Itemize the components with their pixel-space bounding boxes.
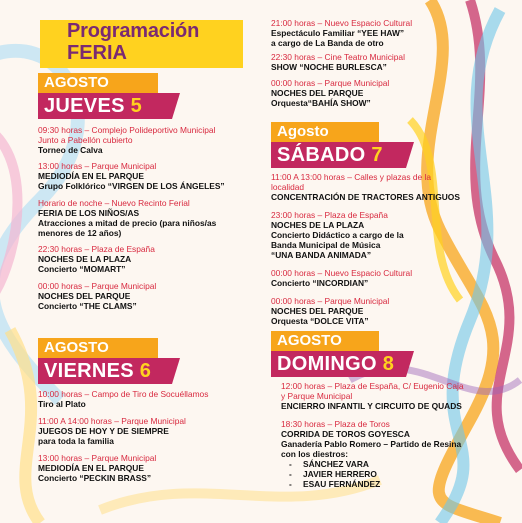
- page-subtitle: FERIA: [67, 42, 127, 64]
- event-item: 00:00 horas – Parque Municipal NOCHES DEL PARQUE Orquesta“BAHÍA SHOW”: [271, 78, 390, 108]
- month-label: Agosto: [271, 122, 379, 142]
- day-header-viernes: [38, 338, 172, 384]
- day-label: VIERNES 6: [38, 358, 172, 384]
- day-label: SÁBADO 7: [271, 142, 406, 168]
- event-item: 09:30 horas – Complejo Polideportivo Municipal Junto a Pabellón cubierto Torneo de Calva: [38, 125, 216, 155]
- list-item: - ESAU FERNÁNDEZ: [289, 479, 381, 489]
- event-item: 13:00 horas – Parque Municipal MEDIODÍA EN EL PARQUE Concierto “PECKIN BRASS”: [38, 453, 157, 483]
- event-item: 22:30 horas – Cine Teatro Municipal SHOW “NOCHE BURLESCA”: [271, 52, 405, 72]
- header-triangle: [406, 351, 414, 377]
- event-item: 18:30 horas – Plaza de Toros CORRIDA DE TOROS GOYESCA Ganadería Pablo Romero – Partido de Resina con los diestros: - SÁNCHEZ VARA - JAVIER HERRERO - ESAU FERNÁNDEZ: [281, 419, 481, 489]
- header-triangle: [172, 358, 180, 384]
- month-label: AGOSTO: [38, 338, 158, 358]
- month-label: AGOSTO: [271, 331, 379, 351]
- event-list-sabado: [271, 172, 471, 326]
- event-item: 21:00 horas – Nuevo Espacio Cultural Espectáculo Familiar “YEE HAW” a cargo de La Banda de otro: [271, 18, 413, 48]
- event-item: 22:30 horas – Plaza de España NOCHES DE LA PLAZA Concierto “MOMART”: [38, 244, 155, 274]
- event-item: 13:00 horas – Parque Municipal MEDIODÍA EN EL PARQUE Grupo Folklórico “VIRGEN DE LOS ÁNGELES”: [38, 161, 225, 191]
- day-header-jueves: [38, 73, 172, 119]
- event-list-jueves: [38, 125, 278, 311]
- event-item: Horario de noche – Nuevo Recinto Ferial FERIA DE LOS NIÑOS/AS Atracciones a mitad de precio (para niños/as menores de 12 años): [38, 198, 217, 238]
- header-triangle: [172, 93, 180, 119]
- list-item: - SÁNCHEZ VARA: [289, 459, 369, 469]
- day-header-sabado: [271, 122, 406, 168]
- day-label: DOMINGO 8: [271, 351, 406, 377]
- event-item: 12:00 horas – Plaza de España, C/ Eugenio Caja y Parque Municipal ENCIERRO INFANTIL Y CIRCUITO DE QUADS: [281, 381, 464, 411]
- header-triangle: [406, 142, 414, 168]
- event-item: 10:00 horas – Campo de Tiro de Socuéllamos Tiro al Plato: [38, 389, 209, 409]
- event-item: 23:00 horas – Plaza de España NOCHES DE LA PLAZA Concierto Didáctico a cargo de la Banda Municipal de Música “UNA BANDA ANIMADA”: [271, 210, 404, 260]
- day-header-domingo: [271, 331, 406, 377]
- month-label: AGOSTO: [38, 73, 158, 93]
- day-label: JUEVES 5: [38, 93, 172, 119]
- event-item: 11:00 A 14:00 horas – Parque Municipal JUEGOS DE HOY Y DE SIEMPRE para toda la familia: [38, 416, 186, 446]
- event-list-domingo: [281, 381, 481, 489]
- event-list-right-top: [271, 18, 461, 108]
- list-item: - JAVIER HERRERO: [289, 469, 377, 479]
- event-item: 11:00 A 13:00 horas – Calles y plazas de la localidad CONCENTRACIÓN DE TRACTORES ANTIGUOS: [271, 172, 460, 202]
- event-item: 00:00 horas – Nuevo Espacio Cultural Concierto “INCORDIAN”: [271, 268, 413, 288]
- bullfighters-list: [281, 459, 481, 489]
- event-item: 00:00 horas – Parque Municipal NOCHES DEL PARQUE Concierto “THE CLAMS”: [38, 281, 157, 311]
- event-list-viernes: [38, 389, 278, 483]
- page-title: Programación: [67, 20, 200, 42]
- event-item: 00:00 horas – Parque Municipal NOCHES DEL PARQUE Orquesta “DOLCE VITA”: [271, 296, 390, 326]
